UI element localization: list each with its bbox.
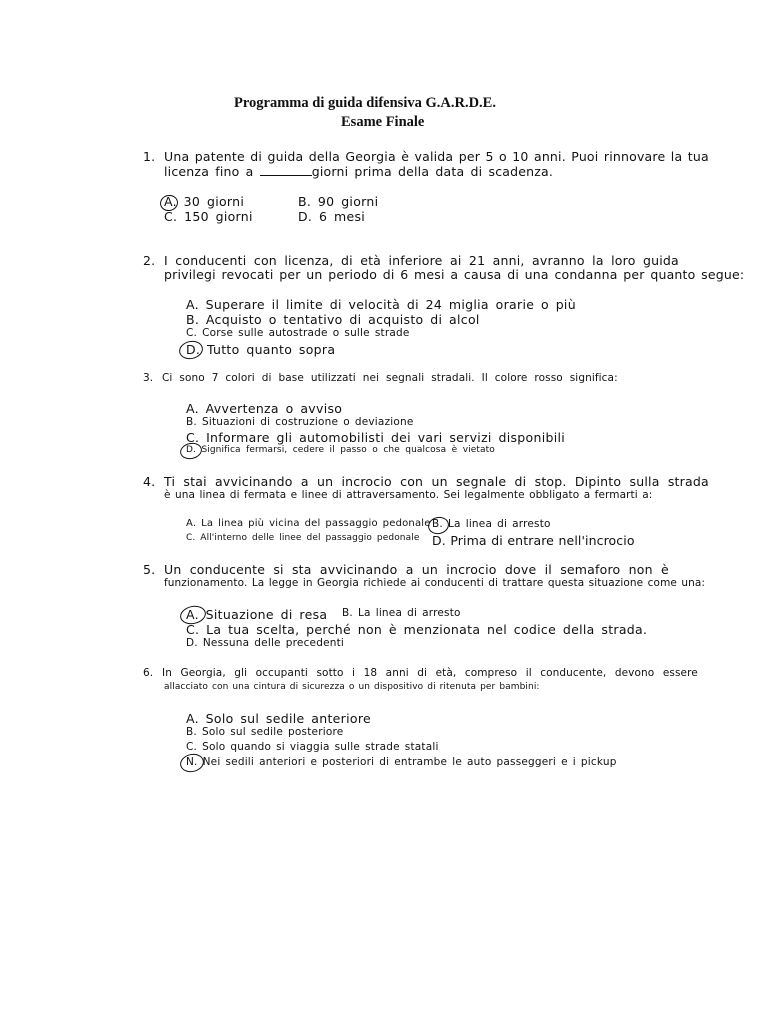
question-number: 6. [143, 667, 154, 679]
option-c: C. La tua scelta, perché non è menzionata nel codice della strada. [186, 622, 648, 637]
question-number: 3. [143, 372, 154, 384]
question-number: 2. [143, 253, 156, 268]
option-a: A. 30 giorni [164, 194, 245, 209]
option-d: D. Prima di entrare nell'incrocio [432, 533, 635, 548]
option-a: A. Solo sul sedile anteriore [186, 711, 371, 726]
question-text-line2: è una linea di fermata e linee di attraversamento. Sei legalmente obbligato a fermarti a: [164, 489, 653, 501]
question-number: 5. [143, 562, 156, 577]
option-b: B. Situazioni di costruzione o deviazione [186, 416, 414, 428]
question-text-line2: allacciato con una cintura di sicurezza o un dispositivo di ritenuta per bambini: [164, 682, 540, 692]
option-a: A. Situazione di resa [186, 607, 328, 622]
question-text-line1: In Georgia, gli occupanti sotto i 18 anni di età, compreso il conducente, devono essere [162, 667, 698, 679]
option-c: C. Solo quando si viaggia sulle strade statali [186, 741, 439, 753]
question-text-line2: funzionamento. La legge in Georgia richiede ai conducenti di trattare questa situazione come una: [164, 577, 706, 589]
question-text-line1: Una patente di guida della Georgia è valida per 5 o 10 anni. Puoi rinnovare la tua [164, 149, 709, 164]
option-a: A. Superare il limite di velocità di 24 miglia orarie o più [186, 297, 576, 312]
option-d: N. Nei sedili anteriori e posteriori di entrambe le auto passeggeri e i pickup [186, 756, 617, 768]
question-text-line2: licenza fino a giorni prima della data di scadenza. [164, 164, 554, 179]
option-d: D. Tutto quanto sopra [186, 342, 336, 357]
option-b: B. Solo sul sedile posteriore [186, 726, 344, 738]
option-c: C. 150 giorni [164, 209, 253, 224]
option-a: A. Avvertenza o avviso [186, 401, 343, 416]
question-text-line2: privilegi revocati per un periodo di 6 mesi a causa di una condanna per quanto segue: [164, 267, 745, 282]
option-a: A. La linea più vicina del passaggio pedonale [186, 518, 431, 529]
question-text-line1: Ci sono 7 colori di base utilizzati nei segnali stradali. Il colore rosso significa: [162, 372, 618, 384]
option-c: C. All'interno delle linee del passaggio pedonale [186, 533, 420, 543]
option-c: C. Corse sulle autostrade o sulle strade [186, 327, 410, 339]
page-subtitle: Esame Finale [341, 114, 425, 130]
question-text-line1: Ti stai avvicinando a un incrocio con un segnale di stop. Dipinto sulla strada [164, 474, 709, 489]
question-number: 4. [143, 474, 156, 489]
question-text-line1: Un conducente si sta avvicinando a un incrocio dove il semaforo non è [164, 562, 669, 577]
option-c: C. Informare gli automobilisti dei vari servizi disponibili [186, 430, 566, 445]
option-b: B. La linea di arresto [432, 518, 551, 530]
option-b: B. La linea di arresto [342, 607, 461, 619]
option-d: D. 6 mesi [298, 209, 366, 224]
question-text-line1: I conducenti con licenza, di età inferiore ai 21 anni, avranno la loro guida [164, 253, 679, 268]
option-d: D. Nessuna delle precedenti [186, 637, 345, 649]
option-b: B. 90 giorni [298, 194, 379, 209]
option-b: B. Acquisto o tentativo di acquisto di alcol [186, 312, 480, 327]
page-title: Programma di guida difensiva G.A.R.D.E. [234, 95, 496, 111]
question-number: 1. [143, 149, 156, 164]
option-d: D. Significa fermarsi, cedere il passo o che qualcosa è vietato [186, 445, 495, 455]
answer-blank [260, 165, 312, 176]
